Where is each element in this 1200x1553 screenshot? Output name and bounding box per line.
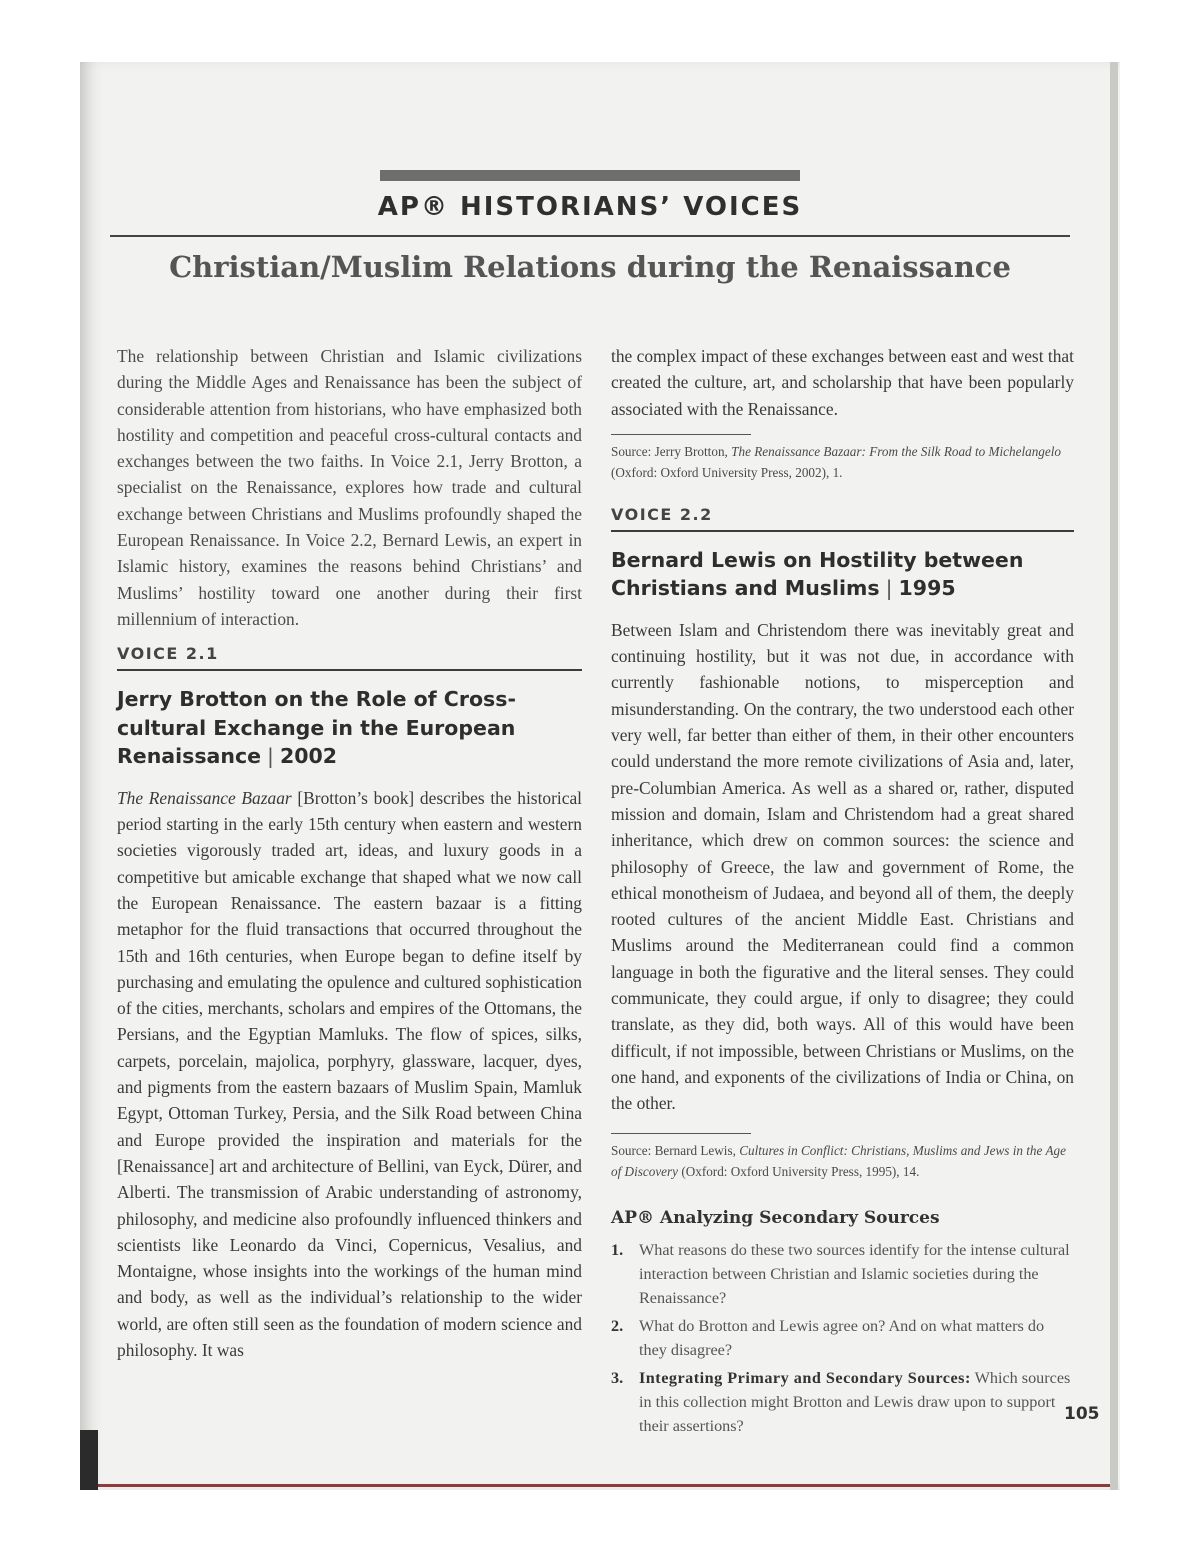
question-number: 2.	[611, 1316, 624, 1335]
intro-paragraph: The relationship between Christian and Islamic civilizations during the Middle Ages and Renaissance has been the subject of considerable attention from historians, who have emphasized both hostility and competition and peaceful cross-cultural contacts and exchanges between the two faiths. In Voice 2.1, Jerry Brotton, a specialist on the Renaissance, explores how trade and cultural exchange between Christians and Muslims profoundly shaped the European Renaissance. In Voice 2.2, Bernard Lewis, an expert in Islamic history, examines the reasons behind Christians’ and Muslims’ hostility toward one another during their first millennium of interaction.	[117, 346, 582, 629]
question-text: What reasons do these two sources identify for the intense cultural interaction between Christian and Islamic societies during the Renaissance?	[639, 1240, 1070, 1307]
question-item	[611, 1366, 1074, 1438]
header-rule	[110, 235, 1070, 237]
right-column	[611, 343, 1074, 1442]
voice-2-2-year: 1995	[898, 576, 956, 601]
voice-2-2-label: VOICE 2.2	[611, 505, 1074, 532]
source-prefix: Source: Jerry Brotton,	[611, 443, 732, 459]
voice-2-2-heading	[611, 546, 1074, 603]
page-number: 105	[1064, 1404, 1100, 1424]
source-rule	[611, 434, 751, 435]
heading-divider: |	[885, 576, 893, 601]
voice-2-1-body	[117, 785, 582, 1364]
question-text: Which sources in this collection might Brotton and Lewis draw upon to support their assertions?	[639, 1368, 1071, 1435]
question-lead: Integrating Primary and Secondary Sources:	[639, 1368, 971, 1387]
question-number: 1.	[611, 1240, 624, 1259]
heading-divider: |	[267, 744, 274, 769]
header-bar	[380, 170, 800, 181]
left-column	[117, 343, 582, 1363]
source-suffix: (Oxford: Oxford University Press, 2002), 1.	[611, 464, 843, 480]
voice-2-1-year: 2002	[279, 744, 338, 769]
voice-2-2-body: Between Islam and Christendom there was inevitably great and continuing hostility, but it was not due, in accordance with currently fashionable notions, to misperception and misunderstanding. On the contrary, the two understood each other very well, far better than either of them, in their other encounters could understand the more remote civilizations of Asia and, later, pre-Columbian America. As well as a shared or, rather, disputed mission and domain, Islam and Christendom had a great shared inheritance, which drew on common sources: the science and philosophy of Greece, the law and government of Rome, the ethical monotheism of Judaea, and beyond all of them, the deeply rooted cultures of the ancient Middle East. Christians and Muslims around the Mediterranean could find a common language in both the figurative and the literal senses. They could communicate, they could argue, if only to disagree; they could translate, as they did, both ways. All of this would have been difficult, if not impossible, between Christians or Muslims, on the one hand, and exponents of the civilizations of India or China, on the other.	[611, 619, 1074, 1114]
analyzing-sources-title: AP® Analyzing Secondary Sources	[611, 1207, 940, 1228]
question-number: 3.	[611, 1368, 624, 1387]
voice-2-1-label: VOICE 2.1	[117, 644, 582, 671]
voice-2-1-source	[611, 441, 1074, 483]
page-binding-shadow	[80, 1430, 98, 1490]
voice-2-1-heading-text: Jerry Brotton on the Role of Cross-cultural Exchange in the European Renaissance	[117, 687, 516, 769]
voice-2-2-heading-text: Bernard Lewis on Hostility between Christians and Muslims	[611, 547, 1024, 601]
question-list	[611, 1238, 1074, 1438]
page-title: Christian/Muslim Relations during the Renaissance	[169, 250, 1011, 284]
source-suffix: (Oxford: Oxford University Press, 1995), 14.	[678, 1163, 920, 1179]
source-prefix: Source: Bernard Lewis,	[611, 1142, 740, 1158]
section-label: AP® HISTORIANS’ VOICES	[377, 192, 803, 222]
source-title: The Renaissance Bazaar: From the Silk Road to Michelangelo	[731, 443, 1062, 459]
question-text: What do Brotton and Lewis agree on? And on what matters do they disagree?	[639, 1316, 1045, 1359]
voice-2-1-body-text: [Brotton’s book] describes the historical period starting in the early 15th century when eastern and western societies vigorously traded art, ideas, and luxury goods in a competitive but amicable exchange that shaped what we now call the European Renaissance. The eastern bazaar is a fitting metaphor for the fluid transactions that occurred throughout the 15th and 16th centuries, when Europe began to define itself by purchasing and emulating the opulence and cultured sophistication of the cities, merchants, scholars and empires of the Ottomans, the Persians, and the Egyptian Mamluks. The flow of spices, silks, carpets, porcelain, majolica, porphyry, glassware, lacquer, dyes, and pigments from the eastern bazaars of Muslim Spain, Mamluk Egypt, Ottoman Turkey, Persia, and the Silk Road between China and Europe provided the inspiration and materials for the [Renaissance] art and architecture of Bellini, van Eyck, Dürer, and Alberti. The transmission of Arabic understanding of astronomy, philosophy, and medicine also profoundly influenced thinkers and scientists like Leonardo da Vinci, Copernicus, Vesalius, and Montaigne, whose insights into the workings of the human mind and body, as well as the individual’s relationship to the wider world, are often still seen as the foundation of modern science and philosophy. It was	[117, 787, 582, 1360]
source-rule	[611, 1133, 751, 1134]
voice-2-2-source	[611, 1140, 1074, 1182]
bottom-rule	[98, 1484, 1110, 1487]
question-item	[611, 1238, 1074, 1310]
book-title: The Renaissance Bazaar	[117, 787, 292, 808]
voice-2-1-continuation: the complex impact of these exchanges between east and west that created the culture, art, and scholarship that have been popularly associated with the Renaissance.	[611, 346, 1074, 419]
page-edge-shadow	[1110, 62, 1118, 1490]
question-item	[611, 1314, 1074, 1362]
source-title: Cultures in Conflict: Christians, Muslims and Jews in the Age of Discovery	[611, 1142, 1066, 1179]
voice-2-1-heading	[117, 685, 582, 771]
